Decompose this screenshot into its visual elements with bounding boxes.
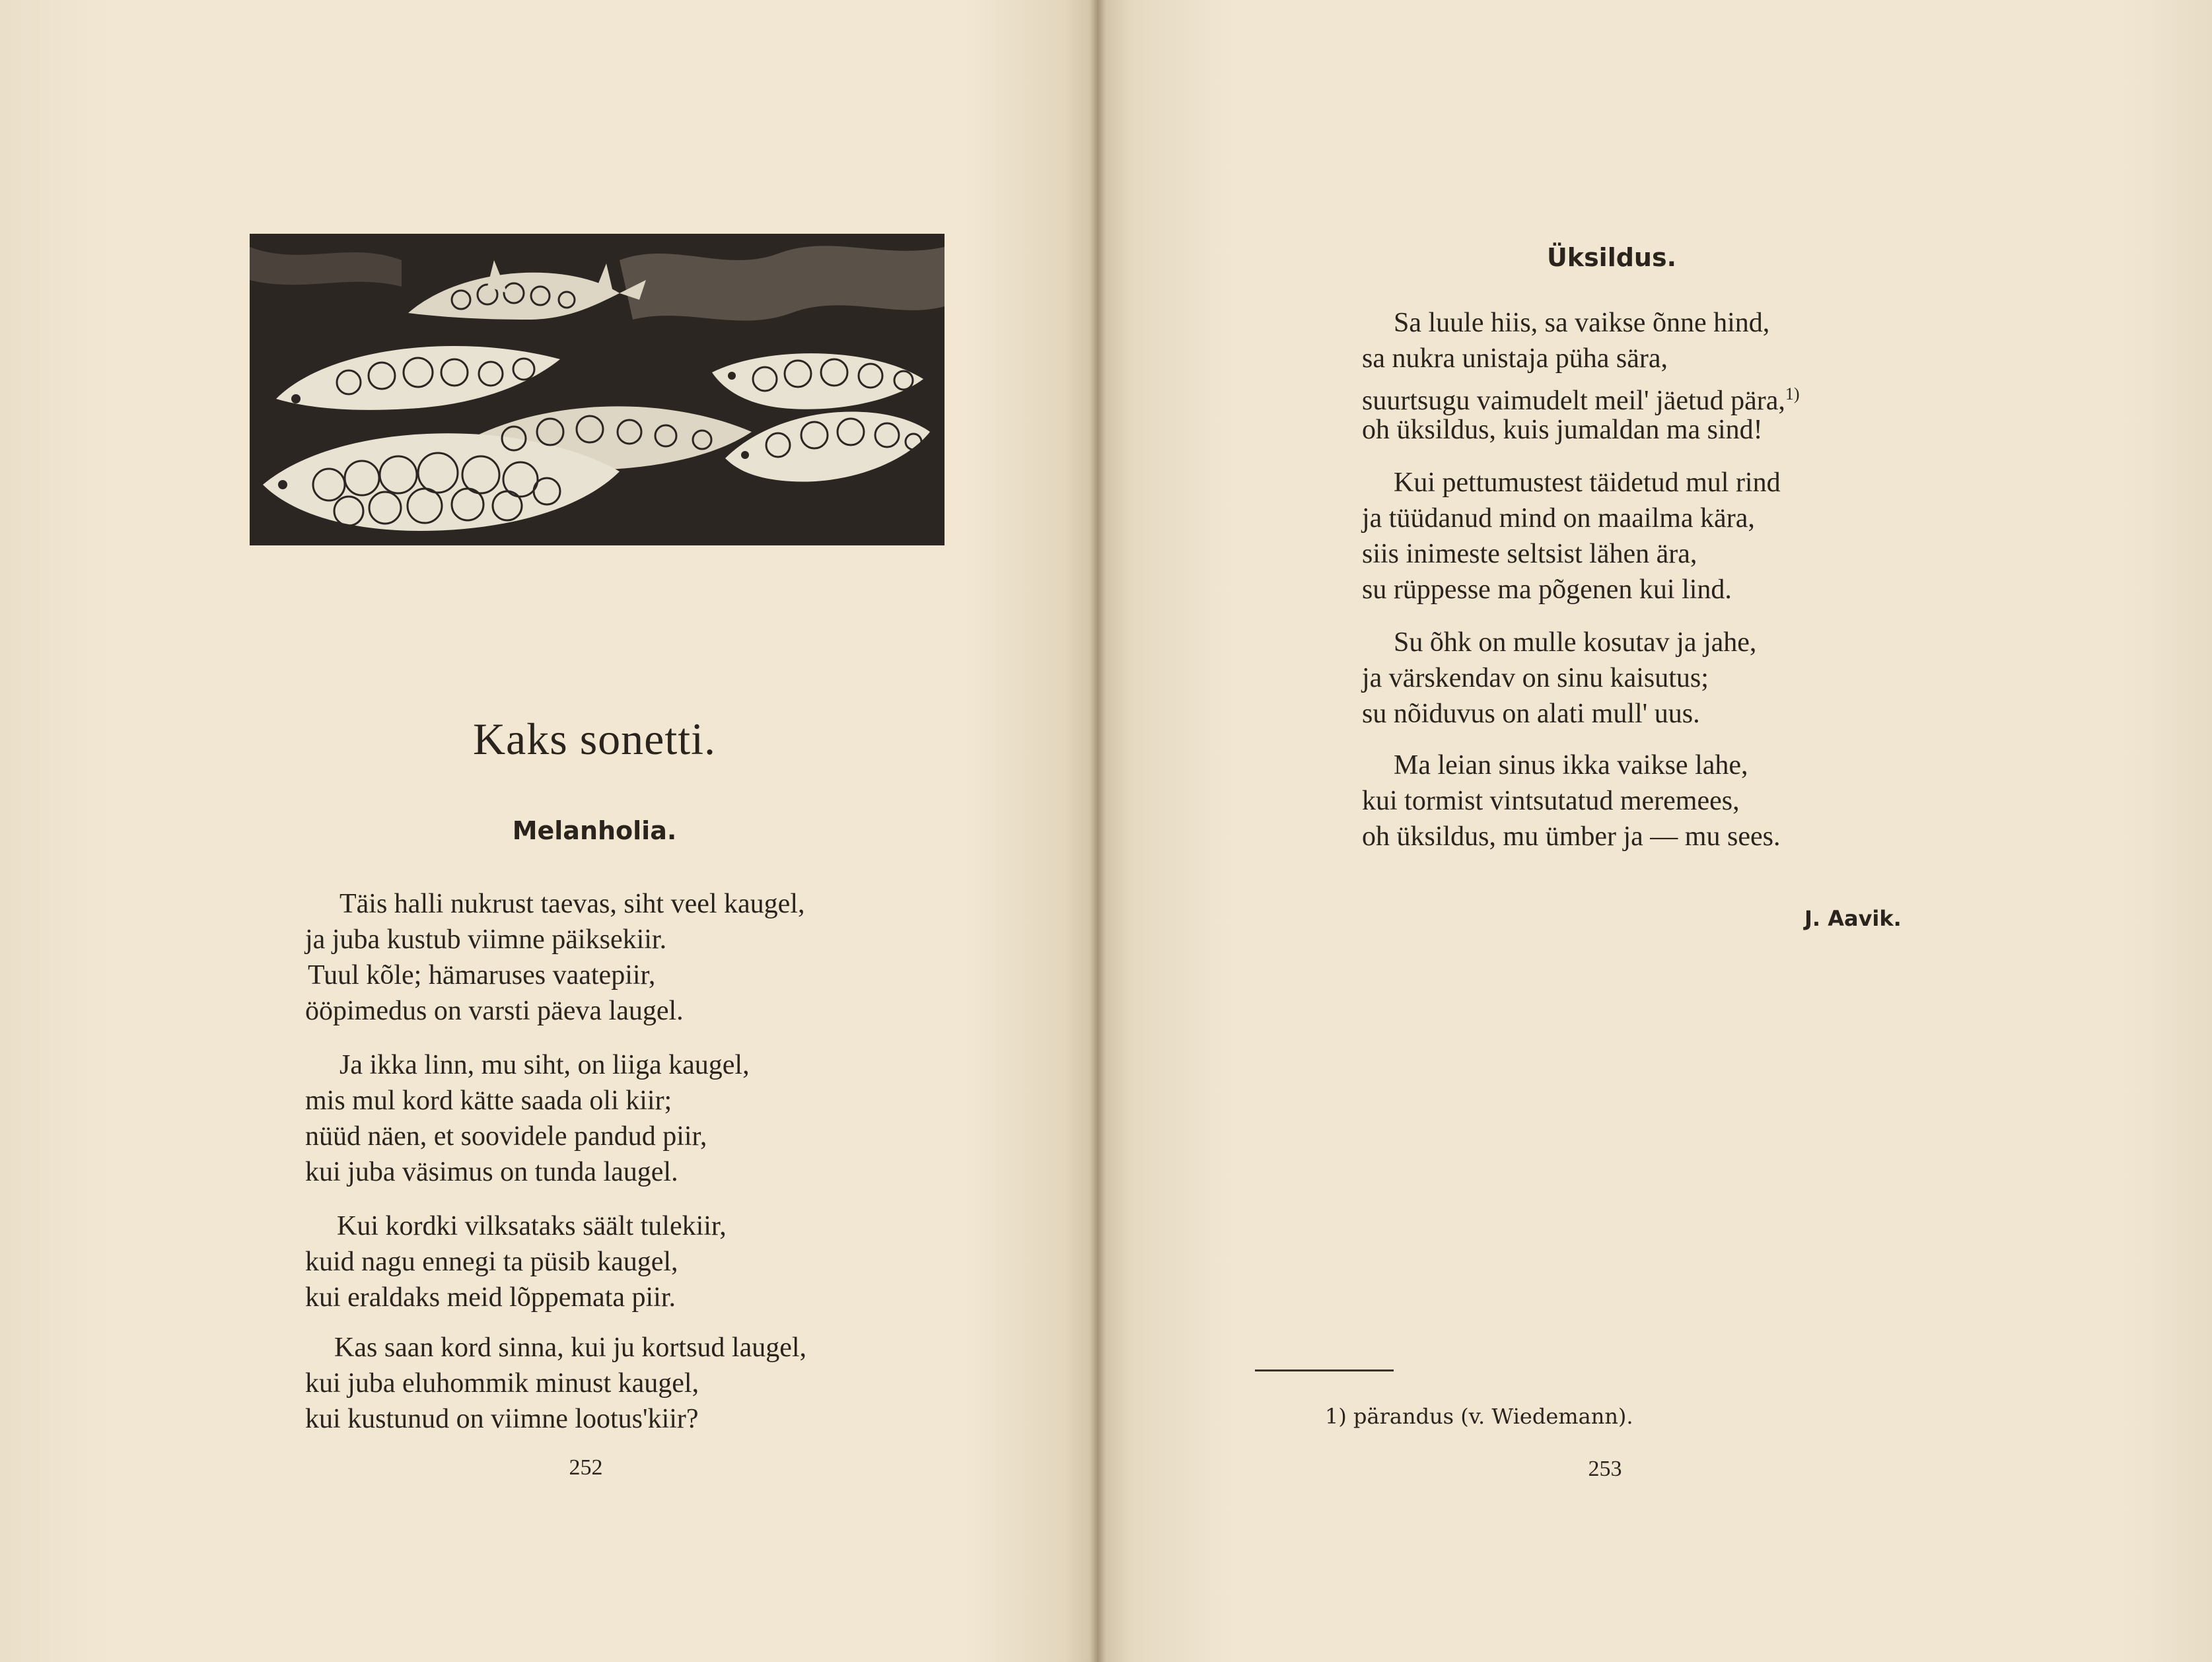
main-title: Kaks sonetti. — [472, 714, 717, 764]
poem-line: ja tüüdanud mind on maailma kära, — [1362, 503, 1755, 534]
footnote: 1) pärandus (v. Wiedemann). — [1325, 1404, 1633, 1429]
poem-line: kui tormist vintsutatud meremees, — [1362, 786, 1740, 816]
poem-line: oh üksildus, kuis jumaldan ma sind! — [1362, 415, 1763, 445]
poem-line: nüüd näen, et soovidele pandud piir, — [305, 1121, 707, 1152]
poem-line: kui eraldaks meid lõppemata piir. — [305, 1282, 676, 1313]
poem-line: ja värskendav on sinu kaisutus; — [1362, 663, 1709, 693]
book-gutter — [1090, 0, 1106, 1662]
fish-illustration — [250, 234, 945, 545]
footnote-divider — [1255, 1369, 1394, 1371]
poem-line: kuid nagu ennegi ta püsib kaugel, — [305, 1247, 678, 1277]
poem-line: Su õhk on mulle kosutav ja jahe, — [1394, 627, 1757, 658]
poem-line: ja juba kustub viimne päiksekiir. — [305, 924, 667, 955]
poem-line: Kui kordki vilksataks säält tulekiir, — [337, 1211, 727, 1241]
poem-line: su nõiduvus on alati mull' uus. — [1362, 699, 1700, 729]
poem-line: mis mul kord kätte saada oli kiir; — [305, 1086, 672, 1116]
footnote-marker: 1) — [1785, 384, 1800, 403]
poem-line: su rüppesse ma põgenen kui lind. — [1362, 574, 1732, 605]
poem-line: Täis halli nukrust taevas, siht veel kaugel, — [339, 889, 805, 919]
poem-line: Ma leian sinus ikka vaikse lahe, — [1394, 750, 1748, 780]
poem-line: kui kustunud on viimne lootus'kiir? — [305, 1404, 699, 1434]
poem-line: sa nukra unistaja püha sära, — [1362, 343, 1668, 374]
author-signature: J. Aavik. — [1804, 906, 1902, 931]
poem-line: Kas saan kord sinna, kui ju kortsud laugel, — [334, 1333, 807, 1363]
fish-illustration-svg — [250, 234, 945, 545]
poem-line-text: suurtsugu vaimudelt meil' jäetud pära, — [1362, 386, 1785, 416]
subtitle-melanholia: Melanholia. — [512, 816, 677, 845]
poem-line: kui juba väsimus on tunda laugel. — [305, 1157, 678, 1187]
poem-line: Tuul kõle; hämaruses vaatepiir, — [308, 960, 656, 990]
poem-line: kui juba eluhommik minust kaugel, — [305, 1368, 699, 1399]
poem-line: ööpimedus on varsti päeva laugel. — [305, 996, 684, 1026]
page-number-left: 252 — [569, 1455, 603, 1480]
page-number-right: 253 — [1588, 1457, 1622, 1481]
poem-line: Sa luule hiis, sa vaikse õnne hind, — [1394, 308, 1770, 338]
poem-line: Ja ikka linn, mu siht, on liiga kaugel, — [339, 1050, 750, 1080]
poem-line: siis inimeste seltsist lähen ära, — [1362, 539, 1697, 569]
poem-line: Kui pettumustest täidetud mul rind — [1394, 467, 1781, 498]
subtitle-uksildus: Üksildus. — [1546, 243, 1677, 272]
poem-line: oh üksildus, mu ümber ja — mu sees. — [1362, 821, 1781, 852]
